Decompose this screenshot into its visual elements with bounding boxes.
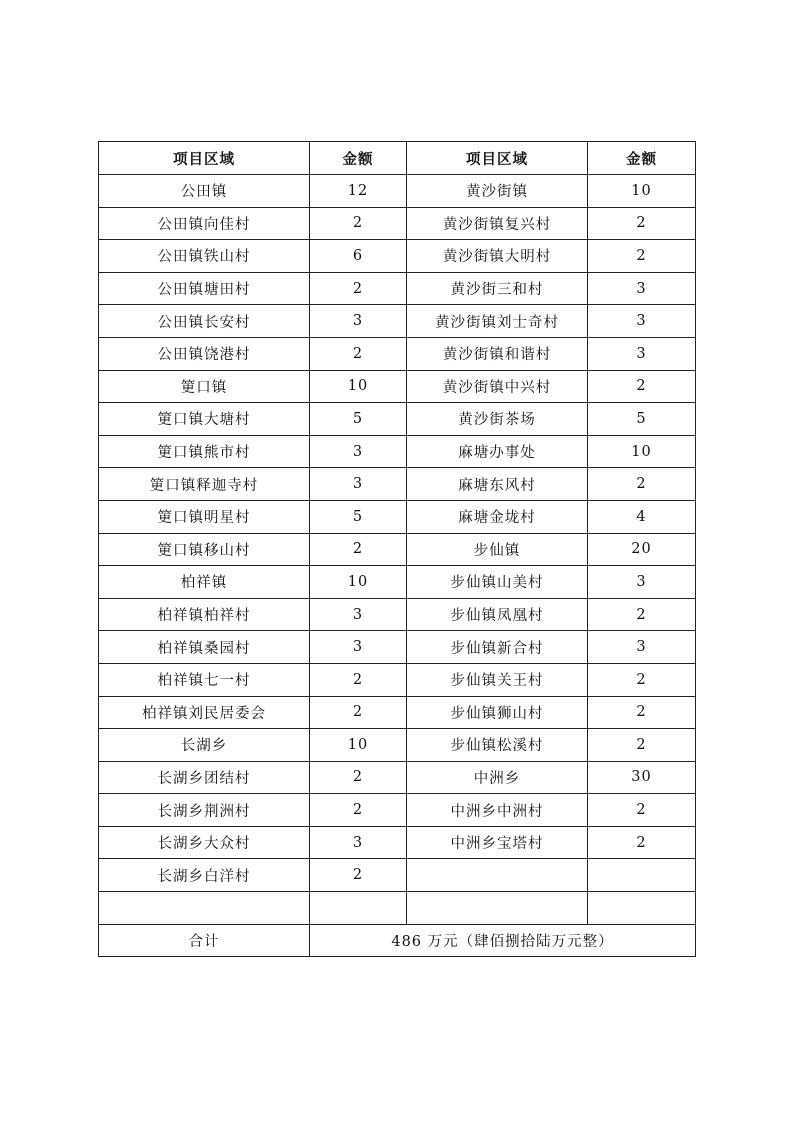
amount-left-cell: 10: [310, 729, 407, 762]
amount-left-cell: 2: [310, 337, 407, 370]
header-amount-right: 金额: [588, 142, 696, 175]
table-row: [99, 305, 696, 338]
region-right-cell: [407, 892, 588, 925]
total-value: 486 万元（肆佰捌拾陆万元整）: [310, 924, 696, 957]
table-row: [99, 761, 696, 794]
amount-left-cell: 3: [310, 305, 407, 338]
region-right-cell: 中洲乡: [407, 761, 588, 794]
amount-left-cell: 3: [310, 435, 407, 468]
table-row: [99, 663, 696, 696]
total-label: 合计: [99, 924, 310, 957]
amount-left-cell: 2: [310, 533, 407, 566]
table-row: [99, 370, 696, 403]
table-row: [99, 435, 696, 468]
amount-left-cell: 3: [310, 468, 407, 501]
region-right-cell: [407, 859, 588, 892]
amount-left-cell: 12: [310, 175, 407, 208]
amount-right-cell: [588, 892, 696, 925]
amount-right-cell: 2: [588, 598, 696, 631]
amount-left-cell: 3: [310, 826, 407, 859]
region-right-cell: 黄沙街镇大明村: [407, 240, 588, 273]
region-left-cell: 长湖乡: [99, 729, 310, 762]
amount-left-cell: 3: [310, 598, 407, 631]
region-left-cell: 公田镇: [99, 175, 310, 208]
total-row: [99, 924, 696, 957]
table-row: [99, 207, 696, 240]
amount-right-cell: 2: [588, 826, 696, 859]
region-left-cell: 公田镇饶港村: [99, 337, 310, 370]
region-left-cell: 公田镇铁山村: [99, 240, 310, 273]
amount-right-cell: 30: [588, 761, 696, 794]
table-row: [99, 468, 696, 501]
table-row: [99, 566, 696, 599]
amount-left-cell: 2: [310, 794, 407, 827]
table-row: [99, 533, 696, 566]
region-right-cell: 黄沙街茶场: [407, 403, 588, 436]
region-left-cell: 长湖乡白洋村: [99, 859, 310, 892]
amount-right-cell: 2: [588, 696, 696, 729]
region-right-cell: 黄沙街镇复兴村: [407, 207, 588, 240]
region-left-cell: 公田镇塘田村: [99, 272, 310, 305]
region-right-cell: 步仙镇关王村: [407, 663, 588, 696]
amount-right-cell: 3: [588, 631, 696, 664]
amount-right-cell: 5: [588, 403, 696, 436]
amount-right-cell: 2: [588, 468, 696, 501]
region-left-cell: 柏祥镇七一村: [99, 663, 310, 696]
table-body: [99, 175, 696, 925]
amount-right-cell: 2: [588, 663, 696, 696]
amount-left-cell: 2: [310, 859, 407, 892]
region-right-cell: 黄沙街镇刘士奇村: [407, 305, 588, 338]
amount-left-cell: 6: [310, 240, 407, 273]
region-right-cell: 中洲乡宝塔村: [407, 826, 588, 859]
amount-left-cell: 10: [310, 370, 407, 403]
table-row: [99, 272, 696, 305]
region-left-cell: 公田镇长安村: [99, 305, 310, 338]
amount-left-cell: 5: [310, 500, 407, 533]
region-left-cell: [99, 892, 310, 925]
amount-right-cell: 20: [588, 533, 696, 566]
amount-right-cell: 3: [588, 272, 696, 305]
amount-left-cell: 5: [310, 403, 407, 436]
amount-right-cell: 4: [588, 500, 696, 533]
amount-right-cell: 2: [588, 729, 696, 762]
amount-left-cell: 2: [310, 696, 407, 729]
amount-left-cell: 2: [310, 663, 407, 696]
allocation-table: [98, 141, 696, 957]
region-right-cell: 麻塘金垅村: [407, 500, 588, 533]
region-right-cell: 黄沙街三和村: [407, 272, 588, 305]
region-left-cell: 柏祥镇柏祥村: [99, 598, 310, 631]
amount-right-cell: 2: [588, 370, 696, 403]
header-region-left: 项目区域: [99, 142, 310, 175]
amount-right-cell: [588, 859, 696, 892]
table-row: [99, 403, 696, 436]
table-row: [99, 500, 696, 533]
table-row: [99, 892, 696, 925]
amount-left-cell: 10: [310, 566, 407, 599]
region-right-cell: 步仙镇新合村: [407, 631, 588, 664]
table-row: [99, 175, 696, 208]
amount-left-cell: 2: [310, 272, 407, 305]
region-right-cell: 步仙镇松溪村: [407, 729, 588, 762]
region-left-cell: 柏祥镇刘民居委会: [99, 696, 310, 729]
amount-right-cell: 2: [588, 240, 696, 273]
amount-right-cell: 3: [588, 566, 696, 599]
region-right-cell: 步仙镇: [407, 533, 588, 566]
table-row: [99, 598, 696, 631]
region-left-cell: 柏祥镇: [99, 566, 310, 599]
region-right-cell: 步仙镇山美村: [407, 566, 588, 599]
region-right-cell: 步仙镇狮山村: [407, 696, 588, 729]
region-left-cell: 柏祥镇桑园村: [99, 631, 310, 664]
header-amount-left: 金额: [310, 142, 407, 175]
region-right-cell: 步仙镇凤凰村: [407, 598, 588, 631]
region-right-cell: 麻塘办事处: [407, 435, 588, 468]
table-row: [99, 631, 696, 664]
region-left-cell: 长湖乡团结村: [99, 761, 310, 794]
region-right-cell: 黄沙街镇: [407, 175, 588, 208]
table-row: [99, 337, 696, 370]
table-row: [99, 240, 696, 273]
region-right-cell: 黄沙街镇和谐村: [407, 337, 588, 370]
region-left-cell: 筻口镇移山村: [99, 533, 310, 566]
region-right-cell: 麻塘东风村: [407, 468, 588, 501]
table-row: [99, 696, 696, 729]
amount-left-cell: 2: [310, 207, 407, 240]
amount-left-cell: [310, 892, 407, 925]
region-left-cell: 长湖乡荆洲村: [99, 794, 310, 827]
region-left-cell: 筻口镇释迦寺村: [99, 468, 310, 501]
table-row: [99, 826, 696, 859]
region-left-cell: 筻口镇: [99, 370, 310, 403]
amount-right-cell: 10: [588, 435, 696, 468]
region-left-cell: 筻口镇熊市村: [99, 435, 310, 468]
region-left-cell: 筻口镇明星村: [99, 500, 310, 533]
amount-right-cell: 3: [588, 305, 696, 338]
table-row: [99, 859, 696, 892]
region-right-cell: 中洲乡中洲村: [407, 794, 588, 827]
table-row: [99, 729, 696, 762]
region-left-cell: 长湖乡大众村: [99, 826, 310, 859]
header-row: [99, 142, 696, 175]
amount-right-cell: 3: [588, 337, 696, 370]
amount-left-cell: 2: [310, 761, 407, 794]
table-row: [99, 794, 696, 827]
header-region-right: 项目区域: [407, 142, 588, 175]
amount-left-cell: 3: [310, 631, 407, 664]
amount-right-cell: 10: [588, 175, 696, 208]
region-left-cell: 筻口镇大塘村: [99, 403, 310, 436]
region-right-cell: 黄沙街镇中兴村: [407, 370, 588, 403]
region-left-cell: 公田镇向佳村: [99, 207, 310, 240]
amount-right-cell: 2: [588, 207, 696, 240]
amount-right-cell: 2: [588, 794, 696, 827]
